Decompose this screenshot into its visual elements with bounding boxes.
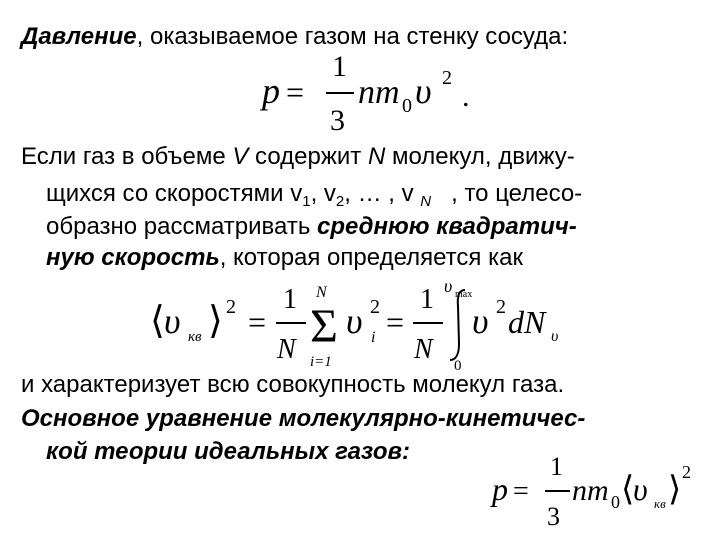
- formula2-langle: ⟨: [150, 300, 165, 342]
- formula1-den: 3: [330, 104, 345, 137]
- formula2-sum-top: N: [316, 284, 327, 301]
- para-text: содержит: [248, 143, 368, 170]
- formula2-int-top-v: υ: [444, 276, 453, 296]
- formula1-p: p: [262, 71, 280, 111]
- formula2-dN-sub: υ: [551, 328, 559, 345]
- para-text: щихся со скоростями v: [46, 180, 303, 207]
- formula3-m: m: [587, 474, 609, 507]
- main-equation-heading-line-1: Основное уравнение молекулярно-кинетичес-: [21, 405, 586, 432]
- formula1-n: n: [358, 74, 375, 111]
- para-text: Если газ в объеме: [21, 143, 233, 170]
- paragraph-line-4: [46, 243, 523, 273]
- subscript-2: 2: [335, 193, 345, 210]
- formula3-langle: ⟨: [621, 471, 635, 508]
- formula1-dot: .: [462, 80, 470, 113]
- formula3-den: 3: [547, 502, 560, 531]
- formula3-v: υ: [633, 471, 648, 507]
- formula1-m-sub: 0: [402, 95, 412, 117]
- formula2-den2: N: [414, 334, 433, 365]
- formula2-dN: dN: [508, 304, 546, 340]
- formula2-int-v: υ: [472, 301, 489, 341]
- formula-rms-velocity: [150, 276, 570, 374]
- term-rms-speed: ную скорость: [46, 244, 220, 271]
- symbol-N: N: [367, 143, 386, 170]
- formula2-int-bot: 0: [454, 358, 462, 374]
- formula2-sub-kv: кв: [188, 329, 202, 345]
- formula2-vi-pow: 2: [370, 296, 380, 318]
- para-text: образно рассматривать: [46, 213, 318, 240]
- integral-sign: [450, 290, 465, 360]
- formula2-vi-sub: i: [371, 329, 376, 346]
- formula-main-equation: [492, 452, 692, 538]
- formula2-num1: 1: [283, 284, 297, 315]
- para-text: , то целесо-: [431, 180, 583, 207]
- pressure-definition-rest: , оказываемое газом на стенку сосуда:: [136, 23, 569, 50]
- formula2-v: υ: [164, 301, 181, 341]
- formula1-m: m: [375, 74, 400, 111]
- paragraph-line-3: [46, 212, 577, 242]
- subscript-1: 1: [302, 193, 311, 210]
- paragraph-line-1: [21, 142, 575, 172]
- formula2-den1: N: [277, 334, 296, 365]
- formula2-eq1: =: [248, 304, 267, 340]
- formula3-rangle: ⟩: [668, 471, 682, 508]
- main-equation-heading-line-2: кой теории идеальных газов:: [46, 438, 411, 465]
- formula2-int-top-sub: max: [455, 289, 473, 300]
- paragraph-line-2: [46, 179, 582, 209]
- formula2-rangle: ⟩: [208, 300, 223, 342]
- formula2-sum-bot: i=1: [310, 354, 332, 370]
- formula3-p: p: [492, 471, 508, 507]
- formula2-num2: 1: [420, 284, 434, 315]
- formula3-m-sub: 0: [611, 492, 620, 512]
- para-text: , v: [310, 180, 336, 207]
- formula3-num: 1: [550, 452, 563, 481]
- term-pressure: Давление: [21, 23, 137, 50]
- formula3-sub-kv: кв: [654, 496, 666, 511]
- formula3-n: n: [572, 474, 587, 507]
- symbol-V: V: [232, 143, 249, 170]
- para-text: , … , v: [344, 180, 421, 207]
- para-text: , которая определяется как: [219, 244, 523, 271]
- formula1-eq: =: [286, 74, 305, 110]
- formula3-pow: 2: [682, 462, 691, 482]
- formula-pressure: [262, 48, 482, 138]
- subscript-N: N: [420, 193, 432, 210]
- formula1-pow: 2: [442, 67, 452, 89]
- formula1-v: υ: [415, 71, 432, 111]
- summary-line: и характеризует всю совокупность молекул газа.: [21, 371, 565, 398]
- formula3-eq: =: [513, 476, 529, 507]
- formula2-int-pow: 2: [496, 296, 506, 318]
- formula2-vi: υ: [346, 301, 363, 341]
- para-text: молекул, движу-: [385, 143, 575, 170]
- formula1-num: 1: [332, 50, 347, 83]
- formula2-sum: Σ: [310, 300, 338, 353]
- formula2-eq2: =: [386, 304, 405, 340]
- term-rms-speed: среднюю квадратич-: [317, 213, 577, 240]
- formula2-pow: 2: [226, 296, 236, 318]
